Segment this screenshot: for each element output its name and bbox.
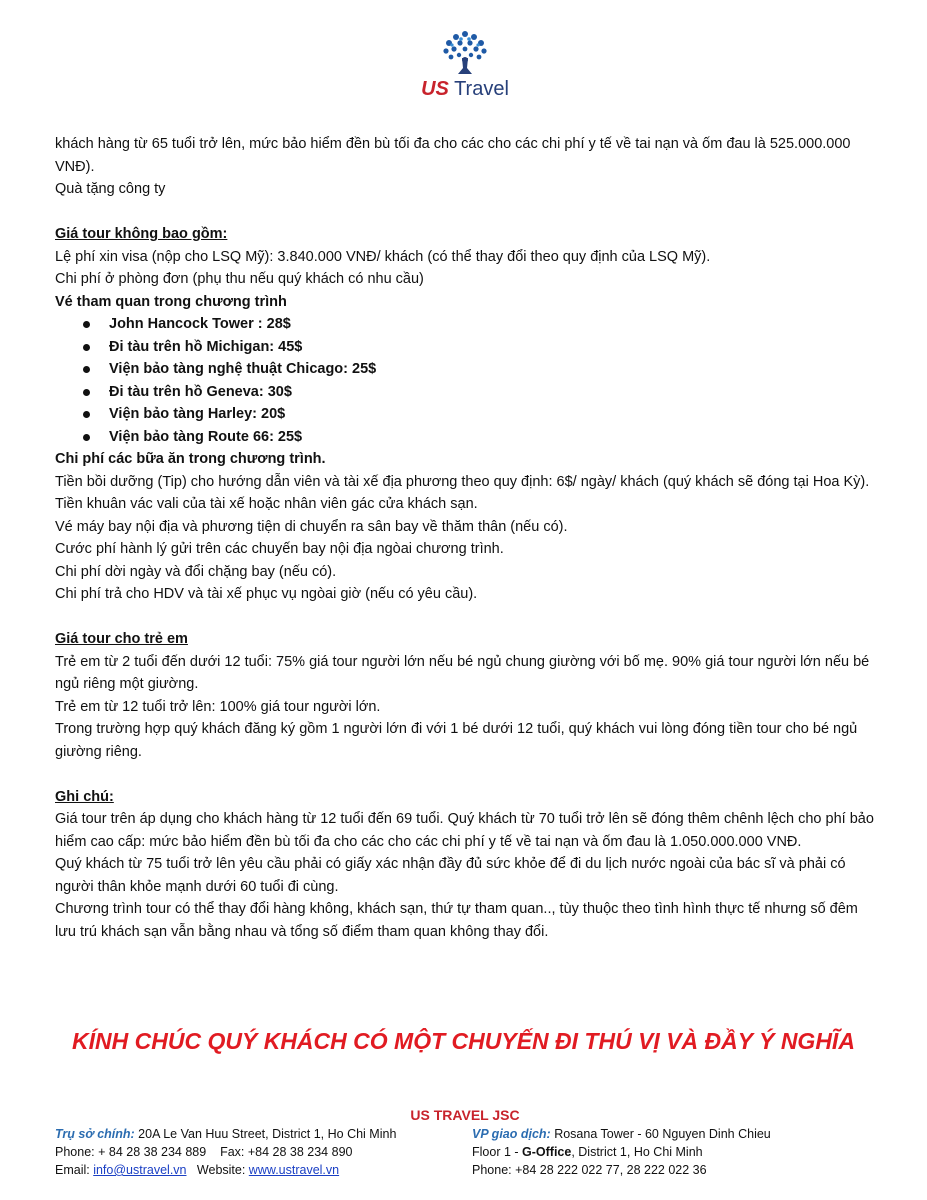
ticket-item: John Hancock Tower : 28$ [109,313,875,336]
note-item: Giá tour trên áp dụng cho khách hàng từ 12 tuổi đến 69 tuổi. Quý khách từ 70 tuổi trở lên sẽ đóng thêm chênh lệch cho phí bảo hiểm cao cấp: mức bảo hiểm đền bù tối đa cho các cho các chi phí y tế về tai nạn và ốm đau là 1.050.000.000 VNĐ. [55,811,874,850]
hq-label: Trụ sở chính: [55,1127,135,1141]
ticket-item: Đi tàu trên hồ Michigan: 45$ [109,336,875,359]
logo-travel: Travel [454,78,509,100]
spacer [55,606,875,629]
document-body [55,133,875,943]
footer-company-name: US TRAVEL JSC [410,1107,520,1123]
website-link[interactable]: www.ustravel.vn [248,1163,340,1177]
footer-headquarters [55,1125,475,1179]
company-logo [417,30,513,108]
tickets-list [55,313,875,448]
email-link[interactable]: info@ustravel.vn [93,1163,187,1177]
ticket-item: Viện bảo tàng nghệ thuật Chicago: 25$ [109,358,875,381]
excluded-heading: Giá tour không bao gồm: [55,226,228,242]
office-floor-suffix: , District 1, Ho Chi Minh [571,1145,703,1159]
logo-us: US [421,78,449,100]
visa-fee: Lệ phí xin visa (nộp cho LSQ Mỹ): 3.840.000 VNĐ/ khách (có thể thay đổi theo quy định của LSQ Mỹ). [55,248,711,265]
closing-wish: KÍNH CHÚC QUÝ KHÁCH CÓ MỘT CHUYẾN ĐI THÚ VỊ VÀ ĐẦY Ý NGHĨA [72,1028,855,1054]
office-phone: Phone: +84 28 222 022 77, 28 222 022 36 [472,1163,707,1177]
office-address: Rosana Tower - 60 Nguyen Dinh Chieu [550,1127,771,1141]
single-room-fee: Chi phí ở phòng đơn (phụ thu nếu quý khách có nhu cầu) [55,271,424,287]
meals-line: Chi phí các bữa ăn trong chương trình. [55,451,326,467]
children-item: Trong trường hợp quý khách đăng ký gồm 1 người lớn đi với 1 bé dưới 12 tuổi, quý khách vui lòng đóng tiền tour cho bé ngủ giường riêng. [55,721,858,760]
ticket-item: Đi tàu trên hồ Geneva: 30$ [109,381,875,404]
children-item: Trẻ em từ 12 tuổi trở lên: 100% giá tour người lớn. [55,698,381,715]
note-item: Chương trình tour có thể thay đổi hàng không, khách sạn, thứ tự tham quan.., tùy thuộc theo tình hình thực tế nhưng số đêm lưu trú khách sạn vẫn bằng nhau và tổng số điểm tham quan không thay đổi. [55,901,858,940]
office-floor-prefix: Floor 1 - [472,1145,523,1159]
office-floor-name: G-Office [522,1145,572,1159]
excluded-item: Vé máy bay nội địa và phương tiện di chuyển ra sân bay về thăm thân (nếu có). [55,518,568,535]
excluded-item: Tiền khuân vác vali của tài xế hoặc nhân viên gác cửa khách sạn. [55,496,478,512]
excluded-item: Tiền bồi dưỡng (Tip) cho hướng dẫn viên và tài xế địa phương theo quy định: 6$/ ngày/ khách (quý khách sẽ đóng tại Hoa Kỳ). [55,473,870,490]
note-item: Quý khách từ 75 tuổi trở lên yêu cầu phải có giấy xác nhận đầy đủ sức khỏe để đi du lịch nước ngoài của bác sĩ và phải có người thân khỏe mạnh dưới 60 tuổi đi cùng. [55,856,846,895]
logo-wordmark [417,78,513,100]
email-label: Email: [55,1163,94,1177]
children-heading: Giá tour cho trẻ em [55,631,188,647]
gift-line: Quà tặng công ty [55,181,166,197]
tickets-heading: Vé tham quan trong chương trình [55,293,287,310]
ticket-item: Viện bảo tàng Route 66: 25$ [109,426,875,449]
excluded-item: Chi phí dời ngày và đổi chặng bay (nếu có). [55,563,337,580]
notes-heading: Ghi chú: [55,788,114,805]
ticket-item: Viện bảo tàng Harley: 20$ [109,403,875,426]
tree-people-logo-icon [440,30,490,76]
footer-office [472,1125,872,1179]
office-label: VP giao dịch: [472,1127,551,1141]
excluded-item: Cước phí hành lý gửi trên các chuyến bay nội địa ngòai chương trình. [55,541,504,557]
insurance-note: khách hàng từ 65 tuổi trở lên, mức bảo hiểm đền bù tối đa cho các cho các chi phí y tế về tai nạn và ốm đau là 525.000.000 VNĐ). [55,136,851,175]
footer [55,1106,875,1181]
excluded-item: Chi phí trả cho HDV và tài xế phục vụ ngòai giờ (nếu có yêu cầu). [55,586,478,602]
spacer [55,201,875,224]
hq-phone: Phone: + 84 28 38 234 889 Fax: +84 28 38 234 890 [55,1145,353,1159]
website-label: Website: [186,1163,249,1177]
children-item: Trẻ em từ 2 tuổi đến dưới 12 tuổi: 75% giá tour người lớn nếu bé ngủ chung giường với bố mẹ. 90% giá tour người lớn nếu bé ngủ riêng một giường. [55,653,870,692]
hq-address: 20A Le Van Huu Street, District 1, Ho Chi Minh [134,1127,397,1141]
spacer [55,763,875,786]
